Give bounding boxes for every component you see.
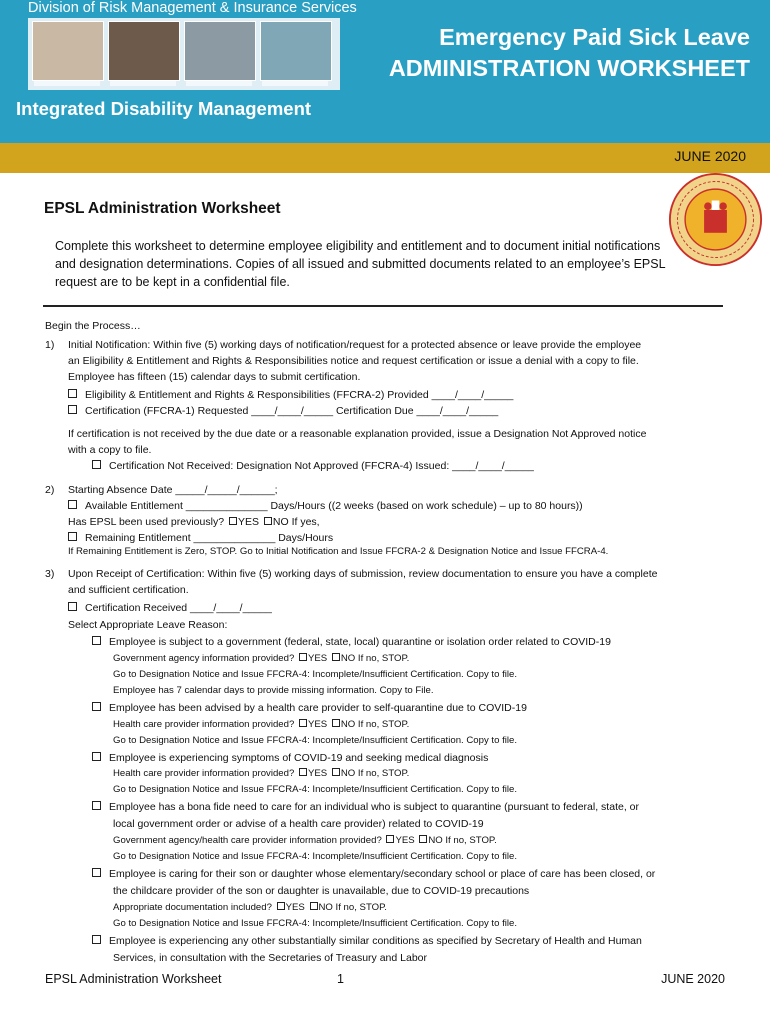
reason-row: Employee has been advised by a health care provider to self-quarantine due to COVID-19 xyxy=(92,700,527,716)
reason-row: Employee is subject to a government (federal, state, local) quarantine or isolation order related to COVID-19 xyxy=(92,634,611,650)
step1-line3: Employee has fifteen (15) calendar days to submit certification. xyxy=(68,371,361,383)
checkbox[interactable] xyxy=(92,868,101,877)
reason-question: Appropriate documentation included? YES NO If no, STOP. xyxy=(113,902,387,913)
photo-strip xyxy=(28,18,340,90)
yes-checkbox[interactable] xyxy=(299,653,307,661)
checkbox[interactable] xyxy=(92,935,101,944)
photo-2 xyxy=(108,21,180,81)
reason-question: Government agency/health care provider information provided? YES NO If no, STOP. xyxy=(113,835,497,846)
checkbox-row: Eligibility & Entitlement and Rights & Responsibilities (FFCRA-2) Provided ____/____/_____ xyxy=(68,387,513,403)
checkbox-row: Certification Not Received: Designation Not Approved (FFCRA-4) Issued: ____/____/_____ xyxy=(92,458,534,474)
no-checkbox[interactable] xyxy=(264,517,272,525)
step1-note1: If certification is not received by the due date or a reasonable explanation provided, issue a Designation Not Approved notice xyxy=(68,428,647,440)
checkbox[interactable] xyxy=(92,636,101,645)
select-reason-label: Select Appropriate Leave Reason: xyxy=(68,619,228,631)
reason-instruction: Go to Designation Notice and Issue FFCRA-4: Incomplete/Insufficient Certification. Copy to file. xyxy=(113,784,518,795)
checkbox[interactable] xyxy=(92,801,101,810)
checkbox-row: Remaining Entitlement ______________ Days/Hours xyxy=(68,530,333,546)
checkbox[interactable] xyxy=(68,532,77,541)
no-checkbox[interactable] xyxy=(332,768,340,776)
no-checkbox[interactable] xyxy=(310,902,318,910)
reason-question: Government agency information provided? YES NO If no, STOP. xyxy=(113,653,410,664)
reason-instruction: Go to Designation Notice and Issue FFCRA-4: Incomplete/Insufficient Certification. Copy to file. xyxy=(113,918,518,929)
step1-line1: Initial Notification: Within five (5) working days of notification/request for a protected absence or leave provide the employee xyxy=(68,339,642,351)
reason-line2: local government order or advise of a health care provider) related to COVID-19 xyxy=(113,818,484,830)
division-name: Division of Risk Management & Insurance Services xyxy=(28,0,357,16)
header-date: JUNE 2020 xyxy=(674,148,746,164)
reason-row: Employee is caring for their son or daughter whose elementary/secondary school or place of care has been closed, or xyxy=(92,866,655,882)
step-number: 1) xyxy=(45,339,55,351)
step1-line2: an Eligibility & Entitlement and Rights & Responsibilities notice and request certification or issue a denial with a copy to file. xyxy=(68,355,639,367)
no-checkbox[interactable] xyxy=(332,719,340,727)
photo-3 xyxy=(184,21,256,81)
checkbox[interactable] xyxy=(68,405,77,414)
footer-title: EPSL Administration Worksheet xyxy=(45,972,222,986)
school-district-seal xyxy=(668,172,763,267)
page-title: Emergency Paid Sick Leave ADMINISTRATION WORKSHEET xyxy=(388,24,750,81)
begin-text: Begin the Process… xyxy=(45,320,141,332)
step-number: 2) xyxy=(45,484,55,496)
reason-row: Employee is experiencing symptoms of COVID-19 and seeking medical diagnosis xyxy=(92,750,488,766)
step-number: 3) xyxy=(45,568,55,580)
step3-line2: and sufficient certification. xyxy=(68,584,189,596)
photo-1 xyxy=(32,21,104,81)
footer-date: JUNE 2020 xyxy=(661,972,725,986)
subtitle: Integrated Disability Management xyxy=(16,98,312,119)
yes-checkbox[interactable] xyxy=(229,517,237,525)
reason-line2: Services, in consultation with the Secretaries of Treasury and Labor xyxy=(113,952,427,964)
reason-question: Health care provider information provided? YES NO If no, STOP. xyxy=(113,768,410,779)
step2-line1: Starting Absence Date _____/_____/______; xyxy=(68,484,278,496)
epsl-used-question: Has EPSL been used previously? YES NO If yes, xyxy=(68,516,320,528)
page-number: 1 xyxy=(337,972,344,986)
reason-question: Health care provider information provided? YES NO If no, STOP. xyxy=(113,719,410,730)
reason-instruction: Go to Designation Notice and Issue FFCRA-4: Incomplete/Insufficient Certification. Copy to file. xyxy=(113,735,518,746)
yes-checkbox[interactable] xyxy=(299,719,307,727)
step1-note2: with a copy to file. xyxy=(68,444,152,456)
divider xyxy=(43,305,723,307)
yes-checkbox[interactable] xyxy=(299,768,307,776)
reason-instruction: Go to Designation Notice and Issue FFCRA-4: Incomplete/Insufficient Certification. Copy to file. xyxy=(113,669,518,680)
checkbox[interactable] xyxy=(68,500,77,509)
checkbox-row: Certification (FFCRA-1) Requested ____/____/_____ Certification Due ____/____/_____ xyxy=(68,403,498,419)
reason-line2: the childcare provider of the son or daughter is unavailable, due to COVID-19 precautions xyxy=(113,885,530,897)
checkbox-row: Certification Received ____/____/_____ xyxy=(68,600,272,616)
checkbox[interactable] xyxy=(92,702,101,711)
no-checkbox[interactable] xyxy=(419,835,427,843)
photo-4 xyxy=(260,21,332,81)
header-banner xyxy=(0,0,770,143)
reason-row: Employee is experiencing any other substantially similar conditions as specified by Secretary of Health and Human xyxy=(92,933,642,949)
intro-paragraph: Complete this worksheet to determine employee eligibility and entitlement and to document initial notifications and designation determinations. Copies of all issued and submitted documents related to an employee’s EPSL request are to be kept in a confidential file. xyxy=(55,239,666,289)
gold-bar xyxy=(0,143,770,173)
yes-checkbox[interactable] xyxy=(277,902,285,910)
reason-row: Employee has a bona fide need to care for an individual who is subject to quarantine (pursuant to federal, state, or xyxy=(92,799,639,815)
reason-instruction: Employee has 7 calendar days to provide missing information. Copy to File. xyxy=(113,685,434,696)
checkbox[interactable] xyxy=(68,602,77,611)
checkbox[interactable] xyxy=(92,752,101,761)
doc-title: EPSL Administration Worksheet xyxy=(44,200,281,217)
step2-note: If Remaining Entitlement is Zero, STOP. Go to Initial Notification and Issue FFCRA-2 & Designation Notice and Issue FFCRA-4. xyxy=(68,546,609,557)
no-checkbox[interactable] xyxy=(332,653,340,661)
checkbox[interactable] xyxy=(68,389,77,398)
checkbox[interactable] xyxy=(92,460,101,469)
reason-instruction: Go to Designation Notice and Issue FFCRA-4: Incomplete/Insufficient Certification. Copy to file. xyxy=(113,851,518,862)
yes-checkbox[interactable] xyxy=(386,835,394,843)
step3-line1: Upon Receipt of Certification: Within five (5) working days of submission, review documentation to ensure you have a complete xyxy=(68,568,658,580)
checkbox-row: Available Entitlement ______________ Days/Hours ((2 weeks (based on work schedule) – up to 80 hours)) xyxy=(68,498,583,514)
